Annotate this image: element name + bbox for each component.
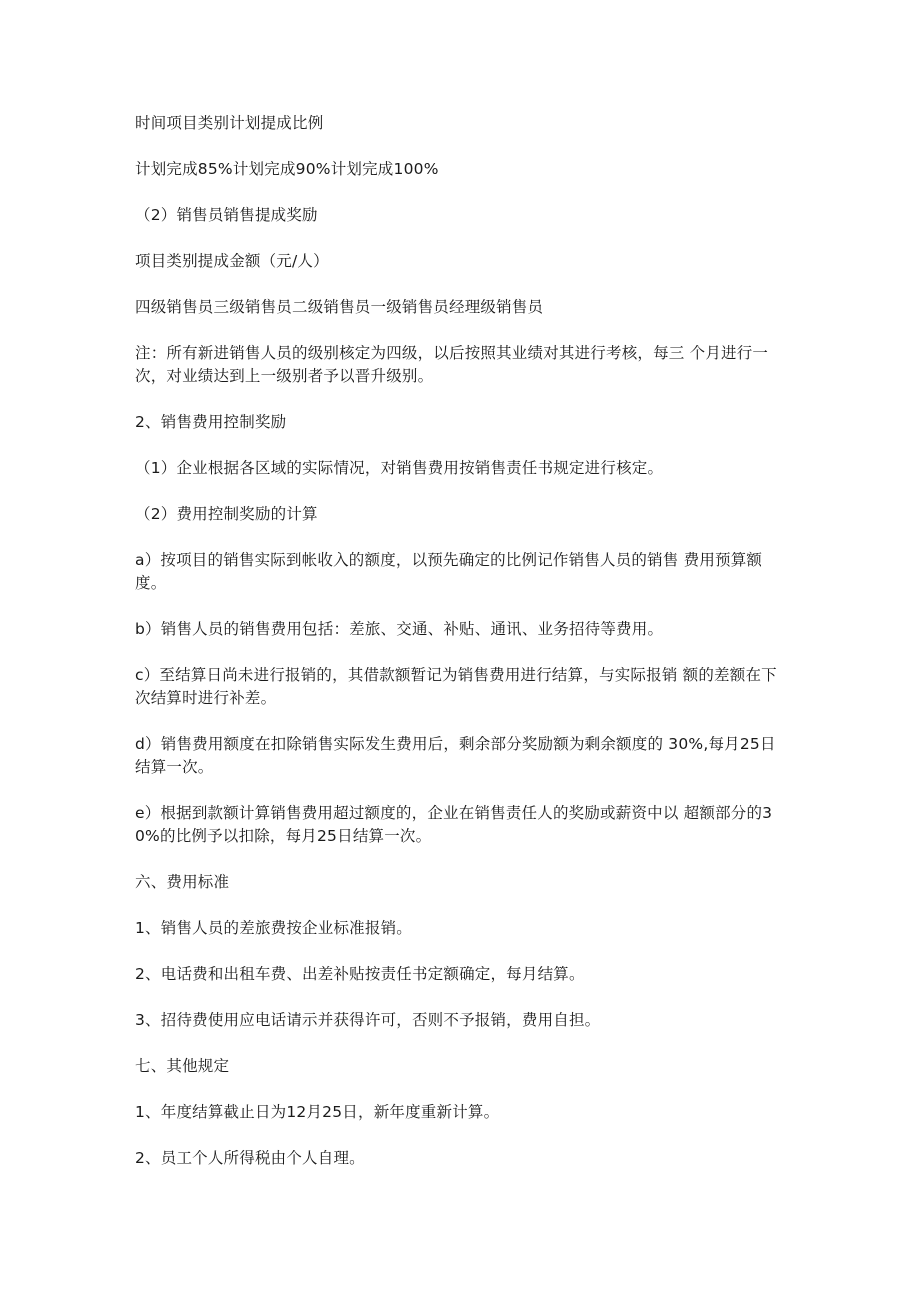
document-body	[135, 112, 785, 1170]
paragraph-item-b: b）销售人员的销售费用包括：差旅、交通、补贴、通讯、业务招待等费用。	[135, 620, 664, 638]
paragraph-plan-completion: 计划完成85%计划完成90%计划完成100%	[135, 160, 439, 178]
paragraph-other-2: 2、员工个人所得税由个人自理。	[135, 1149, 365, 1167]
paragraph-item-e: e）根据到款额计算销售费用超过额度的，企业在销售责任人的奖励或薪资中以 超额部分的30%的比例予以扣除，每月25日结算一次。	[135, 804, 773, 845]
paragraph-other-1: 1、年度结算截止日为12月25日，新年度重新计算。	[135, 1103, 500, 1121]
paragraph-item-c: c）至结算日尚未进行报销的，其借款额暂记为销售费用进行结算，与实际报销 额的差额在下次结算时进行补差。	[135, 666, 777, 707]
paragraph-cost-control-heading: 2、销售费用控制奖励	[135, 413, 287, 431]
paragraph-item-a: a）按项目的销售实际到帐收入的额度，以预先确定的比例记作销售人员的销售 费用预算额度。	[135, 551, 763, 592]
paragraph-table-header: 时间项目类别计划提成比例	[135, 114, 324, 132]
paragraph-sales-levels: 四级销售员三级销售员二级销售员一级销售员经理级销售员	[135, 298, 544, 316]
paragraph-note: 注：所有新进销售人员的级别核定为四级，以后按照其业绩对其进行考核，每三 个月进行一次，对业绩达到上一级别者予以晋升级别。	[135, 344, 769, 385]
paragraph-standard-2: 2、电话费和出租车费、出差补贴按责任书定额确定，每月结算。	[135, 965, 585, 983]
paragraph-commission-amount: 项目类别提成金额（元/人）	[135, 252, 329, 270]
paragraph-standard-3: 3、招待费使用应电话请示并获得许可，否则不予报销，费用自担。	[135, 1011, 601, 1029]
paragraph-item-d: d）销售费用额度在扣除销售实际发生费用后，剩余部分奖励额为剩余额度的 30%,每月25日结算一次。	[135, 735, 776, 776]
paragraph-cost-control-1: （1）企业根据各区域的实际情况，对销售费用按销售责任书规定进行核定。	[135, 459, 664, 477]
paragraph-sales-commission: （2）销售员销售提成奖励	[135, 206, 318, 224]
paragraph-cost-control-2: （2）费用控制奖励的计算	[135, 505, 318, 523]
section-heading-other-rules: 七、其他规定	[135, 1057, 230, 1075]
paragraph-standard-1: 1、销售人员的差旅费按企业标准报销。	[135, 919, 412, 937]
section-heading-cost-standard: 六、费用标准	[135, 873, 230, 891]
